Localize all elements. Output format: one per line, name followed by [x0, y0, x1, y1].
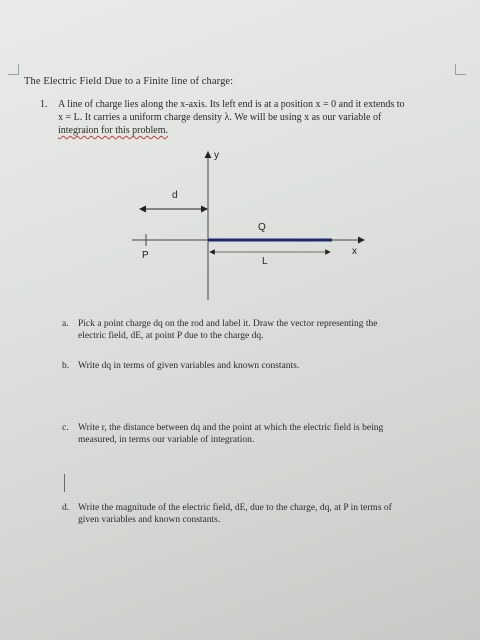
- distance-d-label: d: [172, 190, 178, 201]
- part-line: given variables and known constants.: [78, 515, 221, 525]
- question-number: 1.: [40, 99, 48, 110]
- y-axis-label: y: [214, 150, 219, 161]
- part-text: [78, 502, 448, 526]
- question-line: integraion for this problem.: [58, 125, 168, 136]
- document-title: The Electric Field Due to a Finite line of charge:: [24, 76, 234, 87]
- x-axis-label: x: [352, 246, 357, 257]
- part-letter: a.: [62, 319, 69, 329]
- part-text: [78, 318, 448, 342]
- point-p-label: P: [142, 250, 149, 261]
- part-letter: d.: [62, 503, 70, 513]
- part-text: [78, 360, 448, 372]
- question-line: x = L. It carries a uniform charge density λ. We will be using x as our variable of: [58, 112, 382, 123]
- part-line: measured, in terms our variable of integration.: [78, 435, 255, 445]
- length-l-label: L: [262, 256, 268, 267]
- part-text: [78, 422, 448, 446]
- part-line: Write r, the distance between dq and the point at which the electric field is being: [78, 423, 384, 433]
- question-line: A line of charge lies along the x-axis. Its left end is at a position x = 0 and it extends to: [58, 99, 405, 110]
- part-line: electric field, dE, at point P due to the charge dq.: [78, 331, 264, 341]
- pen-mark: [64, 474, 65, 492]
- part-letter: b.: [62, 361, 70, 371]
- charge-q-label: Q: [258, 222, 266, 233]
- part-line: Pick a point charge dq on the rod and label it. Draw the vector representing the: [78, 319, 378, 329]
- part-letter: c.: [62, 423, 69, 433]
- part-line: Write dq in terms of given variables and known constants.: [78, 361, 300, 371]
- part-line: Write the magnitude of the electric field, dE, due to the charge, dq, at P in terms of: [78, 503, 392, 513]
